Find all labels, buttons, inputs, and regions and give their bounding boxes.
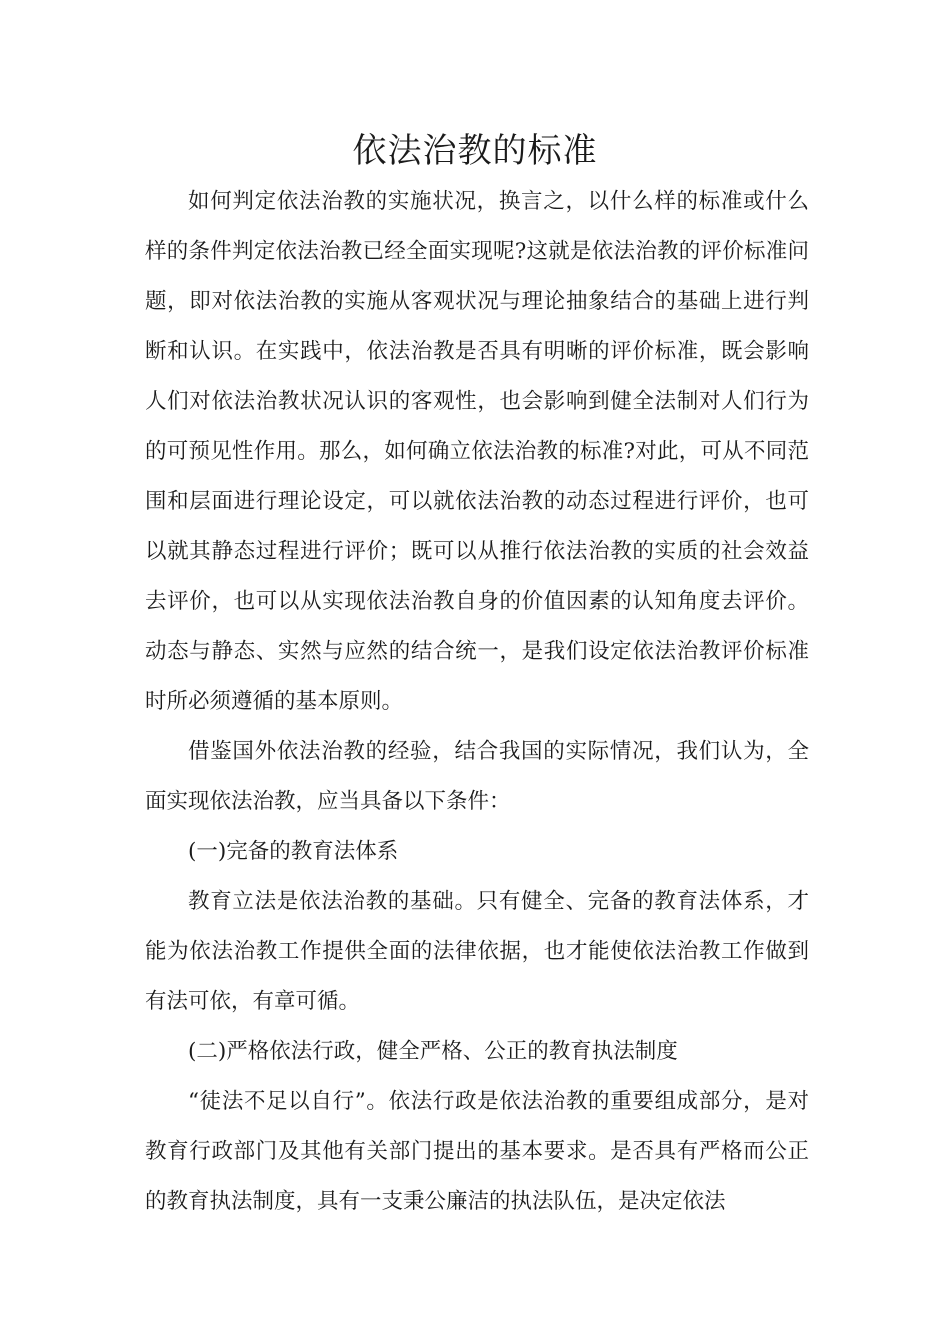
paragraph-education-legislation: 教育立法是依法治教的基础。只有健全、完备的教育法体系，才能为依法治教工作提供全面的法律依据，也才能使依法治教工作做到有法可依，有章可循。 [145,889,809,1014]
paragraph-law-enforcement: “徒法不足以自行”。依法行政是依法治教的重要组成部分，是对教育行政部门及其他有关部门提出的基本要求。是否具有严格而公正的教育执法制度，具有一支秉公廉洁的执法队伍，是决定依法 [145,1089,809,1214]
document-body [145,177,809,1227]
paragraph-conditions-lead: 借鉴国外依法治教的经验，结合我国的实际情况，我们认为，全面实现依法治教，应当具备以下条件： [145,739,809,814]
paragraph-criteria-intro: 如何判定依法治教的实施状况，换言之，以什么样的标准或什么样的条件判定依法治教已经全面实现呢?这就是依法治教的评价标准问题，即对依法治教的实施从客观状况与理论抽象结合的基础上进行判断和认识。在实践中，依法治教是否具有明晰的评价标准，既会影响人们对依法治教状况认识的客观性，也会影响到健全法制对人们行为的可预见性作用。那么，如何确立依法治教的标准?对此，可从不同范围和层面进行理论设定，可以就依法治教的动态过程进行评价，也可以就其静态过程进行评价；既可以从推行依法治教的实质的社会效益去评价，也可以从实现依法治教自身的价值因素的认知角度去评价。动态与静态、实然与应然的结合统一，是我们设定依法治教评价标准时所必须遵循的基本原则。 [145,189,809,714]
section-heading-2: (二)严格依法行政，健全严格、公正的教育执法制度 [188,1039,678,1064]
section-heading-1: (一)完备的教育法体系 [188,839,399,864]
document-title: 依法治教的标准 [352,131,598,171]
